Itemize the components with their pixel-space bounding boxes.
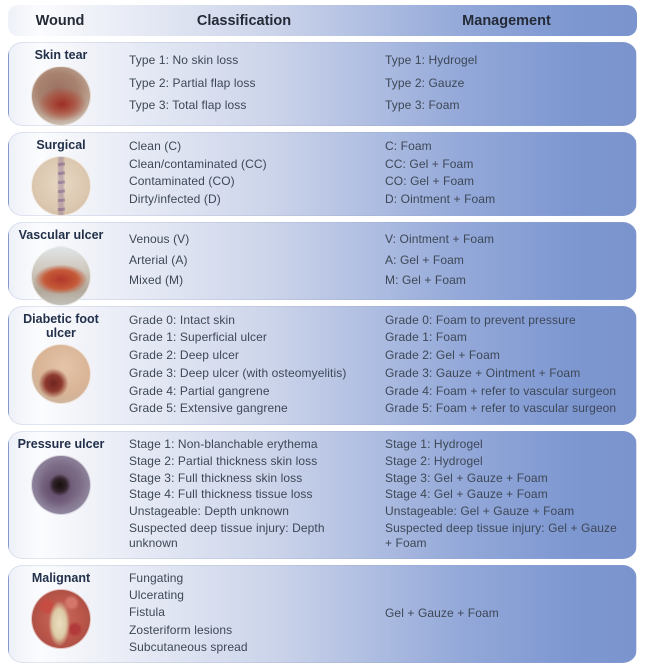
classification-item: Clean/contaminated (CC) [129,156,267,171]
classification-item: Fungating [129,571,184,586]
surgical-wound-photo [31,156,91,216]
management-item: Suspected deep tissue injury: Gel + Gauze + Foam [385,521,617,551]
pressure-ulcer-wound-photo [31,455,91,515]
classification-item: Stage 3: Full thickness skin loss [129,470,303,485]
classification-list [113,43,377,125]
management-item: Grade 4: Foam + refer to vascular surgeon [385,383,617,398]
wound-type-label: Malignant [31,571,91,585]
wound-type-label: Pressure ulcer [17,437,105,451]
header-wound: Wound [35,12,85,29]
management-item: Stage 3: Gel + Gauze + Foam [385,470,548,485]
skin-tear-wound-photo [31,66,91,126]
classification-item: Fistula [129,605,166,620]
management-item: D: Ointment + Foam [385,192,496,207]
wound-type-label: Surgical [36,138,86,152]
classification-item: Grade 4: Partial gangrene [129,383,270,398]
management-list [377,432,636,558]
wound-row-skin-tear [8,42,637,126]
classification-item: Type 3: Total flap loss [129,97,247,112]
classification-item: Contaminated (CO) [129,174,235,189]
wound-column [9,43,113,125]
management-item: Grade 5: Foam + refer to vascular surgeon [385,401,617,416]
management-item: V: Ointment + Foam [385,231,495,246]
management-list [377,566,636,662]
malignant-wound-photo [31,589,91,649]
classification-list [113,566,377,662]
management-item: Type 1: Hydrogel [385,53,478,68]
classification-item: Mixed (M) [129,273,184,288]
management-item: Grade 2: Gel + Foam [385,348,500,363]
wound-type-label: Diabetic foot ulcer [23,312,99,340]
table-header-row [8,5,637,36]
management-list [377,43,636,125]
management-list [377,133,636,215]
management-item: Stage 1: Hydrogel [385,436,483,451]
classification-item: Grade 0: Intact skin [129,312,236,327]
classification-item: Stage 4: Full thickness tissue loss [129,487,313,502]
classification-item: Type 1: No skin loss [129,53,239,68]
management-item: A: Gel + Foam [385,252,464,267]
classification-item: Suspected deep tissue injury: Depth unknown [129,521,325,551]
classification-item: Arterial (A) [129,252,188,267]
classification-item: Grade 2: Deep ulcer [129,348,239,363]
management-item: Type 3: Foam [385,97,460,112]
management-item: CC: Gel + Foam [385,156,474,171]
table-body [8,42,637,663]
management-list [377,307,636,424]
wound-column [9,307,113,424]
management-item: Type 2: Gauze [385,75,465,90]
classification-item: Stage 2: Partial thickness skin loss [129,453,318,468]
wound-row-malignant [8,565,637,663]
classification-item: Subcutaneous spread [129,639,248,654]
management-list [377,223,636,299]
wound-type-label: Skin tear [34,48,88,62]
wound-row-vascular-ulcer [8,222,637,300]
classification-item: Grade 3: Deep ulcer (with osteomyelitis) [129,365,347,380]
management-item: C: Foam [385,138,432,153]
header-classification: Classification [196,12,292,29]
classification-item: Venous (V) [129,231,190,246]
management-item: Grade 0: Foam to prevent pressure [385,312,576,327]
management-item: Unstageable: Gel + Gauze + Foam [385,504,575,519]
classification-item: Grade 1: Superficial ulcer [129,330,267,345]
classification-item: Type 2: Partial flap loss [129,75,256,90]
classification-list [113,133,377,215]
management-item: M: Gel + Foam [385,273,466,288]
wound-column [9,566,113,662]
management-item: Grade 3: Gauze + Ointment + Foam [385,365,581,380]
classification-list [113,432,377,558]
wound-column [9,223,113,299]
wound-column [9,133,113,215]
classification-list [113,307,377,424]
management-item: Grade 1: Foam [385,330,468,345]
wound-row-diabetic-foot-ulcer [8,306,637,425]
classification-item: Zosteriform lesions [129,622,233,637]
wound-column [9,432,113,558]
diabetic-foot-ulcer-wound-photo [31,344,91,404]
wound-row-pressure-ulcer [8,431,637,559]
management-item: CO: Gel + Foam [385,174,475,189]
classification-item: Ulcerating [129,588,185,603]
classification-item: Dirty/infected (D) [129,192,221,207]
classification-item: Stage 1: Non-blanchable erythema [129,436,318,451]
classification-item: Unstageable: Depth unknown [129,504,290,519]
management-item: Gel + Gauze + Foam [385,605,499,620]
management-item: Stage 4: Gel + Gauze + Foam [385,487,548,502]
classification-item: Clean (C) [129,138,182,153]
vascular-ulcer-wound-photo [31,246,91,306]
classification-list [113,223,377,299]
wound-row-surgical [8,132,637,216]
header-management: Management [462,12,551,29]
classification-item: Grade 5: Extensive gangrene [129,401,288,416]
management-item: Stage 2: Hydrogel [385,453,483,468]
wound-type-label: Vascular ulcer [18,228,104,242]
